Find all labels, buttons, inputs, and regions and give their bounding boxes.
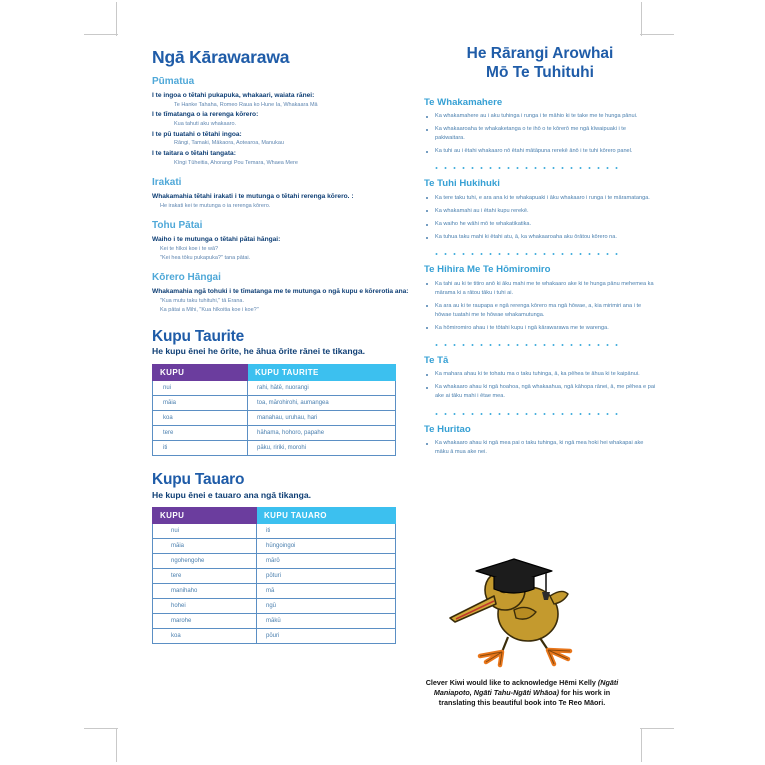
cell-word: marohe — [153, 614, 257, 629]
table-row — [153, 584, 396, 599]
table-row — [153, 380, 396, 395]
example-text: Kei te hīkoi koe i te wā? — [160, 245, 219, 252]
table-kupu-tauaro — [152, 507, 396, 644]
cell-word: māia — [153, 539, 257, 554]
table-row — [153, 554, 396, 569]
dotted-divider — [432, 251, 618, 257]
section-te-huritao — [424, 424, 656, 458]
rule-text: Whakamahia ngā tohuki i te tīmatanga me te mutunga o ngā kupu e kōrerotia ana: — [152, 288, 409, 296]
checklist-te-whakamahere — [424, 112, 656, 156]
list-item: Ka whakaaro ahau ki ngā mea pai o taku tuhinga, ki ngā mea hoki hei whakapai ake māku ā mua ake nei. — [424, 439, 656, 457]
section-te-hihira-me-te-homiromiro — [424, 264, 656, 333]
cell-antonym: mārō — [257, 554, 396, 569]
table-row — [153, 425, 396, 440]
dotted-divider — [432, 165, 618, 171]
table-row — [153, 440, 396, 455]
section-heading-te-tuhi-hukihuki: Te Tuhi Hukihuki — [424, 178, 500, 190]
example-text: "Kua mutu taku tuhituhi," tā Erana. — [160, 298, 245, 305]
table-title-taurite: Kupu Taurite — [152, 327, 245, 345]
table-row — [153, 524, 396, 539]
title-line-1: He Rārangi Arowhai — [466, 45, 614, 62]
cell-antonym: iti — [257, 524, 396, 539]
cell-antonym: hūngoingoi — [257, 539, 396, 554]
cell-word: koa — [153, 410, 248, 425]
cell-synonyms: manahau, uruhau, hari — [248, 410, 396, 425]
table-subtitle-taurite: He kupu ēnei he ōrite, he āhua ōrite rānei te tikanga. — [152, 346, 365, 357]
title-line-2: Mō Te Tuhituhi — [486, 64, 594, 82]
example-text: Kua tahuti aku whakaaro. — [174, 121, 237, 128]
example-text: Kīngi Tūheitia, Ahorangi Pou Temara, Whaea Mere — [174, 159, 298, 166]
section-korero-hangai — [152, 272, 410, 314]
cell-word: koa — [153, 629, 257, 644]
column-header-kupu-tauaro: KUPU TAUARO — [257, 508, 396, 524]
section-heading-pumatua: Pūmatua — [152, 76, 195, 88]
table-row — [153, 569, 396, 584]
example-text: "Kei hea tōku pukapuka?" tana pātai. — [160, 255, 251, 262]
checklist-te-tuhi-hukihuki — [424, 194, 656, 242]
list-item: Ka hōmiromiro ahau i te tōtahi kupu i ngā kārawarawa me te warenga. — [424, 324, 656, 333]
cell-synonyms: rahi, hātē, nuorangi — [248, 380, 396, 395]
ack-line-4: Māori. — [584, 698, 606, 708]
left-column — [152, 48, 410, 644]
checklist-te-hihira — [424, 280, 656, 333]
list-item: Ka whakaaro ahau ki ngā hoahoa, ngā whakaahua, ngā kāhopa rānei, ā, me pēhea e pai ake ai tāku mahi i ētae mea. — [424, 383, 656, 401]
cell-antonym: mā — [257, 584, 396, 599]
rule-text: I te taitara o tētahi tangata: — [152, 149, 236, 157]
section-tohu-patai — [152, 220, 410, 262]
list-item: Ka tuhua taku mahi ki ētahi atu, ā, ka whakaaroaha aku ōrātou kōrero na. — [424, 233, 656, 242]
table-row — [153, 629, 396, 644]
cell-antonym: pōturi — [257, 569, 396, 584]
table-subtitle-tauaro: He kupu ēnei e tauaro ana ngā tikanga. — [152, 489, 312, 500]
column-header-kupu: KUPU — [153, 508, 257, 524]
table-header-row — [153, 364, 396, 380]
list-item: Ka tuhi au i ētahi whakaaro nō ētahi mātāpuna rerekē ānō i te tuhi kōrero panel. — [424, 147, 656, 156]
section-heading-te-ta: Te Tā — [424, 354, 449, 366]
section-heading-te-huritao: Te Huritao — [424, 423, 471, 435]
list-item: Ka mahara ahau ki te tohatu ma o taku tuhinga, ā, ka pēhea te āhua ki te kaipānui. — [424, 370, 656, 379]
list-item: Ka tahi au ki te titiro anō ki āku mahi me te whakaaro ake ki te hunga pānu mehemea ka mārama ki a rātou tāku i tuhi ai. — [424, 280, 656, 298]
table-title-tauaro: Kupu Tauaro — [152, 470, 245, 488]
table-row — [153, 614, 396, 629]
section-heading-tohu-patai: Tohu Pātai — [152, 219, 203, 231]
table-row — [153, 539, 396, 554]
table-header-row — [153, 508, 396, 524]
ack-line-1: Clever Kiwi would like to acknowledge Hēmi Kelly — [425, 678, 596, 687]
section-heading-te-whakamahere: Te Whakamahere — [424, 96, 503, 108]
table-row — [153, 599, 396, 614]
cell-word: nui — [153, 380, 248, 395]
kiwi-graduate-illustration — [442, 552, 602, 670]
dotted-divider — [432, 411, 618, 417]
column-header-kupu: KUPU — [153, 364, 248, 380]
example-text: Ka pātai a Mihi, "Kua hīkoitia koe i koe?" — [160, 307, 259, 314]
section-te-ta — [424, 355, 656, 402]
section-pumatua — [152, 76, 410, 167]
page-title-right — [424, 44, 656, 83]
column-header-kupu-taurite: KUPU TAURITE — [248, 364, 396, 380]
rule-text: I te ingoa o tētahi pukapuka, whakaari, waiata rānei: — [152, 92, 315, 100]
cell-antonym: mākū — [257, 614, 396, 629]
example-text: He irakati kei te mutunga o ia rerenga kōrero. — [160, 202, 271, 209]
cell-word: hohei — [153, 599, 257, 614]
section-te-whakamahere — [424, 97, 656, 157]
section-heading-te-hihira: Te Hihira Me Te Hōmiromiro — [424, 264, 551, 276]
ack-line-2b: for his — [558, 688, 583, 698]
page-title-left: Ngā Kārawarawa — [152, 47, 290, 67]
list-item: Ka whakaaroaha te whakaketanga o te ihō o te kōrerō me ngā kīwaipuaki i te pakiwaitara. — [424, 125, 656, 143]
rule-text: I te pū tuatahi o tētahi ingoa: — [152, 130, 242, 138]
cell-word: tere — [153, 425, 248, 440]
cell-word: iti — [153, 440, 248, 455]
dotted-divider — [432, 342, 618, 348]
section-kupu-tauaro — [152, 472, 410, 644]
cell-word: māia — [153, 395, 248, 410]
cell-word: manihaho — [153, 584, 257, 599]
cell-word: ngohengohe — [153, 554, 257, 569]
table-kupu-taurite — [152, 364, 396, 456]
acknowledgement-text — [404, 678, 640, 709]
table-row — [153, 395, 396, 410]
rule-text: Waiho i te mutunga o tētahi pātai hāngai: — [152, 235, 281, 243]
section-irakati — [152, 177, 410, 210]
table-row — [153, 410, 396, 425]
mascot-acknowledgement-block — [404, 552, 640, 716]
list-item: Ka waiho he wāhi mō te whakatikatika. — [424, 220, 656, 229]
clever-kiwi-mascot — [442, 552, 602, 670]
rule-text: Whakamahia tētahi irakati i te mutunga o tētahi rerenga kōrero. : — [152, 192, 354, 200]
section-heading-irakati: Irakati — [152, 176, 182, 188]
example-text: Rāngi, Tamaki, Mākaora, Aotearoa, Manukau — [174, 140, 284, 147]
example-text: Te Hanke Tahaha, Romeo Raua ko Hune Ia, Whakaara Mā — [174, 102, 318, 109]
cell-antonym: ngū — [257, 599, 396, 614]
section-heading-korero-hangai: Kōrero Hāngai — [152, 272, 221, 284]
list-item: Ka ara au ki te raupapa e ngā rerenga kōrero ma ngā hōwae, a, kia mirimiri ana i te hōwae tuatahi me te hōwae whakamutunga. — [424, 302, 656, 320]
section-kupu-taurite — [152, 329, 410, 456]
cell-antonym: pōuri — [257, 629, 396, 644]
section-te-tuhi-hukihuki — [424, 178, 656, 242]
checklist-te-huritao — [424, 439, 656, 457]
ack-line-3: work in translating this beautiful book into Te Reo — [438, 688, 611, 708]
cell-word: tere — [153, 569, 257, 584]
cell-synonyms: hāhama, hohoro, papahe — [248, 425, 396, 440]
right-column — [424, 44, 656, 466]
cell-synonyms: toa, mārohirohi, aumangea — [248, 395, 396, 410]
list-item: Ka tere taku tuhi, e ara ana ki te whakapuaki i āku whakaaro i runga i te māramatanga. — [424, 194, 656, 203]
checklist-te-ta — [424, 370, 656, 401]
ack-iwi-affiliation: (Ngāti Maniapoto, Ngāti Tahu-Ngāti Whāoa) — [433, 678, 619, 698]
list-item: Ka whakamahi au i ētahi kupu rerekē. — [424, 207, 656, 216]
list-item: Ka whakamahere au i aku tuhinga i runga i te māhio ki te take me te hunga pānui. — [424, 112, 656, 121]
cell-word: nui — [153, 524, 257, 539]
cell-synonyms: pāku, ririki, morohi — [248, 440, 396, 455]
rule-text: I te tīmatanga o ia rerenga kōrero: — [152, 111, 259, 119]
